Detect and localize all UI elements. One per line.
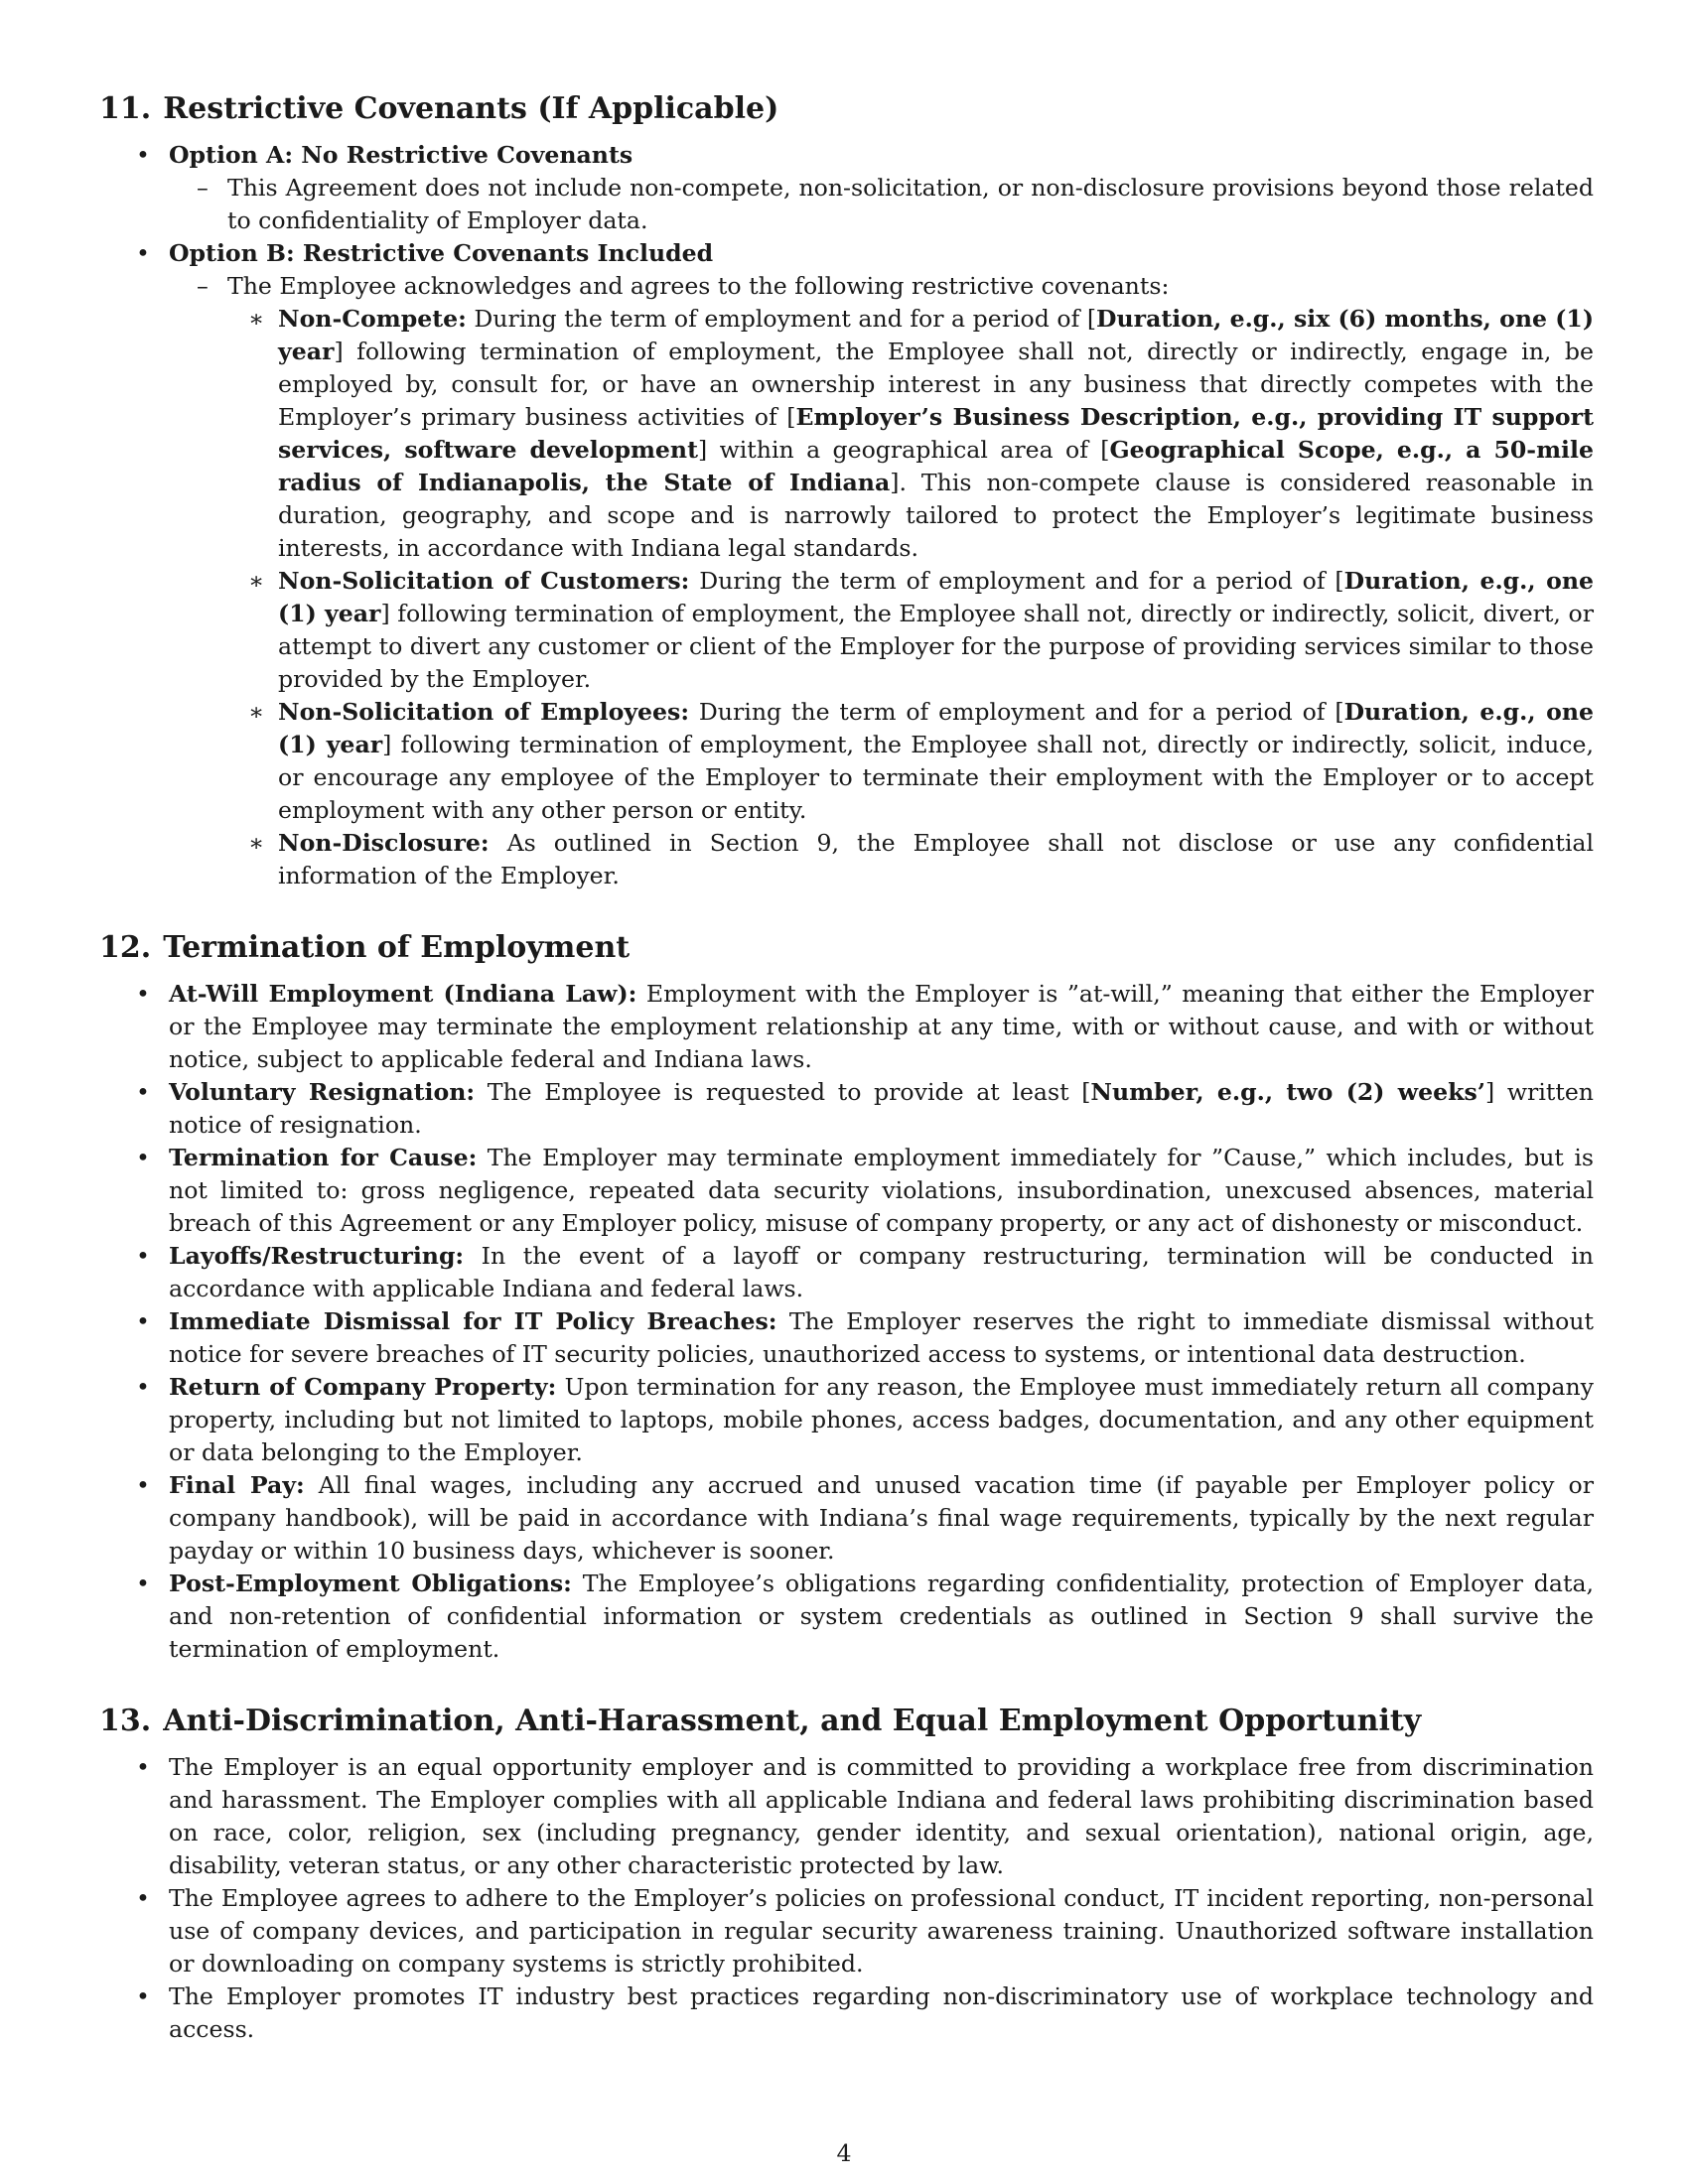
- item-text: In the event of a layoff or company restructuring, termination will be conducted in accordance with applicable Indiana and federal laws.: [169, 1242, 1594, 1302]
- item-text: The Employee’s obligations regarding confidentiality, protection of Employer data, and non-retention of confidential information or system credentials as outlined in Section 9 shall survive the termination of employment.: [169, 1570, 1595, 1663]
- non-compete-geo: Geographical Scope, e.g., a 50-mile radius of Indianapolis, the State of Indiana: [278, 436, 1594, 496]
- non-solicitation-employees-item: [169, 696, 1594, 827]
- list-item: [99, 1469, 1594, 1568]
- item-text: Employment with the Employer is ”at-will,” meaning that either the Employer or the Employee may terminate the employment relationship at any time, with or without cause, and with or without notice, subject to applicable federal and Indiana laws.: [169, 980, 1594, 1073]
- option-b-intro: [169, 270, 1594, 892]
- option-a: [99, 139, 1594, 237]
- item-text: The Employee is requested to provide at least [: [475, 1078, 1091, 1106]
- item-text: ] written notice of resignation.: [169, 1078, 1594, 1139]
- nsc-duration: Duration, e.g., one (1) year: [278, 567, 1595, 627]
- list-item: [99, 1142, 1594, 1240]
- item-text: All final wages, including any accrued and unused vacation time (if payable per Employer policy or company handbook), will be paid in accordance with Indiana’s final wage requirements, typically by the next regular payday or within 10 business days, whichever is sooner.: [169, 1471, 1594, 1565]
- nse-duration: Duration, e.g., one (1) year: [278, 698, 1595, 758]
- list-item: • The Employer is an equal opportunity employer and is committed to providing a workplace free from discrimination and harassment. The Employer complies with all applicable Indiana and federal laws prohibiting discrimination based on race, color, religion, sex (including pregnancy, gender identity, and sexual orientation), national origin, age, disability, veteran status, or any other characteristic protected by law.: [99, 1751, 1594, 1882]
- page-number: 4: [836, 2139, 852, 2167]
- section-title: Anti-Discrimination, Anti-Harassment, and Equal Employment Opportunity: [163, 1704, 1422, 1738]
- non-compete-item: [169, 303, 1594, 565]
- nd-label: Non-Disclosure:: [278, 829, 490, 857]
- item-label: Return of Company Property:: [169, 1373, 557, 1401]
- non-compete-business: Employer’s Business Description, e.g., providing IT support services, software development: [278, 403, 1594, 464]
- item-label: At-Will Employment (Indiana Law):: [169, 980, 637, 1008]
- section-title: Termination of Employment: [163, 930, 631, 965]
- section-12-list: [99, 978, 1594, 1666]
- item-text: The Employer reserves the right to immediate dismissal without notice for severe breaches of IT security policies, unauthorized access to systems, or intentional data destruction.: [169, 1307, 1594, 1368]
- section-number: 13.: [99, 1704, 152, 1738]
- option-b-intro-text: The Employee acknowledges and agrees to the following restrictive covenants:: [227, 272, 1170, 300]
- list-item: • The Employer promotes IT industry best practices regarding non-discriminatory use of workplace technology and access.: [99, 1980, 1594, 2046]
- nse-text-2: ] following termination of employment, the Employee shall not, directly or indirectly, solicit, induce, or encourage any employee of the Employer to terminate their employment with the Employer or to accept employment with any other person or entity.: [278, 731, 1594, 824]
- section-11-heading: [99, 89, 1594, 129]
- non-solicitation-customers-item: [169, 565, 1594, 696]
- item-label: Final Pay:: [169, 1471, 305, 1499]
- list-item: [99, 1568, 1594, 1666]
- item-text: Upon termination for any reason, the Employee must immediately return all company property, including but not limited to laptops, mobile phones, access badges, documentation, and any other equipment or data belonging to the Employer.: [169, 1373, 1594, 1466]
- item-label: Voluntary Resignation:: [169, 1078, 476, 1106]
- section-number: 12.: [99, 930, 152, 965]
- option-b-label: Option B: Restrictive Covenants Included: [169, 239, 714, 267]
- section-13-list: [99, 1751, 1594, 2046]
- section-title: Restrictive Covenants (If Applicable): [163, 91, 779, 126]
- item-placeholder: Number, e.g., two (2) weeks’: [1090, 1078, 1485, 1106]
- item-label: Post-Employment Obligations:: [169, 1570, 572, 1597]
- non-compete-text-4: ]. This non-compete clause is considered reasonable in duration, geography, and scope and is narrowly tailored to protect the Employer’s legitimate business interests, in accordance with Indiana legal standards.: [278, 469, 1594, 562]
- item-label: Layoffs/Restructuring:: [169, 1242, 465, 1270]
- list-item: [99, 1305, 1594, 1371]
- list-item: • The Employee agrees to adhere to the Employer’s policies on professional conduct, IT incident reporting, non-personal use of company devices, and participation in regular security awareness training. Unauthorized software installation or downloading on company systems is strictly prohibited.: [99, 1882, 1594, 1980]
- option-b: [99, 237, 1594, 892]
- nsc-text-1: During the term of employment and for a period of [: [689, 567, 1344, 595]
- non-disclosure-item: [169, 827, 1594, 892]
- nse-label: Non-Solicitation of Employees:: [278, 698, 690, 726]
- list-item: [99, 1371, 1594, 1469]
- nsc-label: Non-Solicitation of Customers:: [278, 567, 690, 595]
- list-item: [99, 1240, 1594, 1305]
- non-compete-label: Non-Compete:: [278, 305, 467, 333]
- section-12-heading: [99, 928, 1594, 968]
- non-compete-text-2: ] following termination of employment, the Employee shall not, directly or indirectly, engage in, be employed by, consult for, or have an ownership interest in any business that directly competes with the Employer’s primary business activities of [: [278, 338, 1594, 431]
- nse-text-1: During the term of employment and for a period of [: [689, 698, 1344, 726]
- section-11-list: [99, 139, 1594, 892]
- nd-text: As outlined in Section 9, the Employee shall not disclose or use any confidential information of the Employer.: [278, 829, 1594, 889]
- non-compete-text-1: During the term of employment and for a period of [: [466, 305, 1097, 333]
- item-label: Immediate Dismissal for IT Policy Breaches:: [169, 1307, 777, 1335]
- document-page: [99, 89, 1594, 2046]
- non-compete-duration: Duration, e.g., six (6) months, one (1) year: [278, 305, 1595, 365]
- option-a-text: – This Agreement does not include non-compete, non-solicitation, or non-disclosure provisions beyond those related to confidentiality of Employer data.: [169, 172, 1594, 237]
- option-a-label: Option A: No Restrictive Covenants: [169, 141, 633, 169]
- section-number: 11.: [99, 91, 152, 126]
- list-item: [99, 978, 1594, 1076]
- section-13-heading: [99, 1702, 1594, 1741]
- non-compete-text-3: ] within a geographical area of [: [698, 436, 1110, 464]
- nsc-text-2: ] following termination of employment, the Employee shall not, directly or indirectly, solicit, divert, or attempt to divert any customer or client of the Employer for the purpose of providing services similar to those provided by the Employer.: [278, 600, 1594, 693]
- list-item: [99, 1076, 1594, 1142]
- item-label: Termination for Cause:: [169, 1144, 478, 1171]
- item-text: The Employer may terminate employment immediately for ”Cause,” which includes, but is not limited to: gross negligence, repeated data security violations, insubordination, unexcused absences, material breach of this Agreement or any Employer policy, misuse of company property, or any act of dishonesty or misconduct.: [169, 1144, 1594, 1237]
